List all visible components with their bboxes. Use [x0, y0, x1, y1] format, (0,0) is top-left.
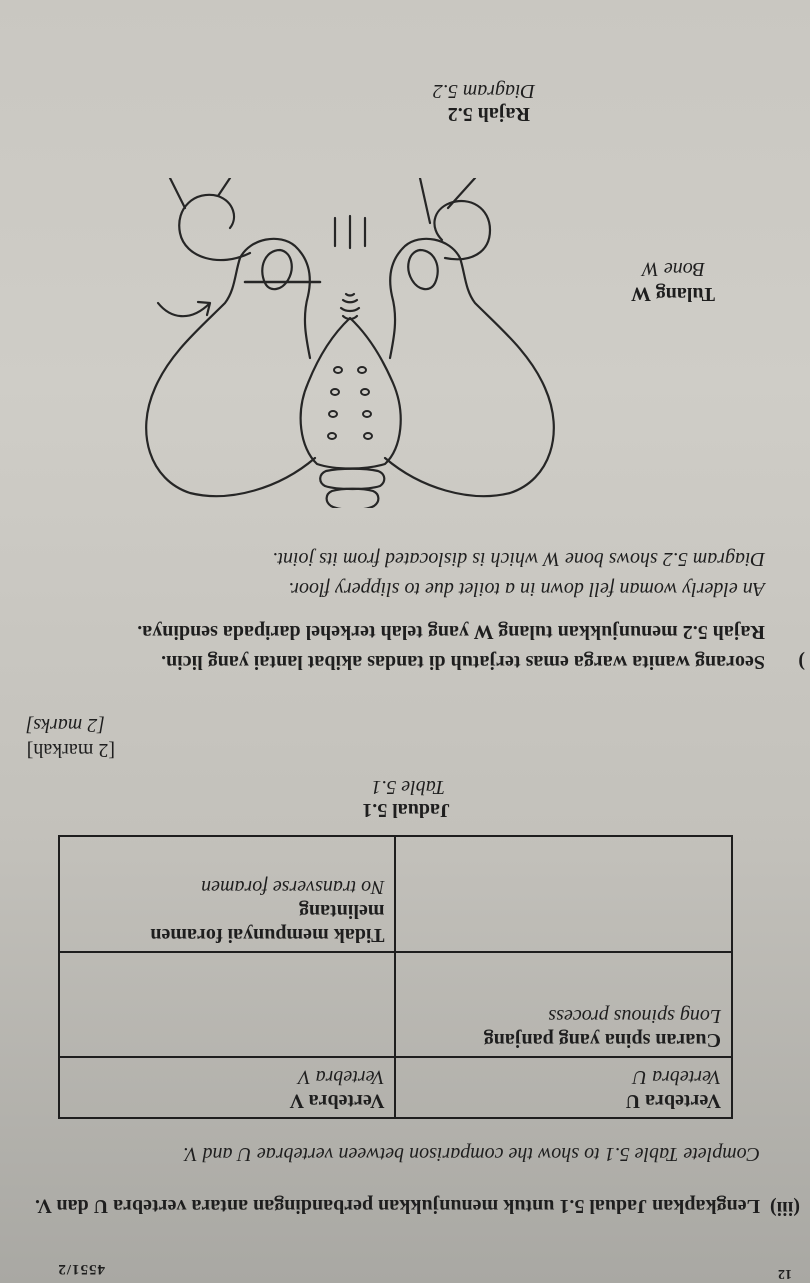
coccyx	[341, 294, 359, 319]
table-header-cell	[59, 1057, 396, 1118]
marks-english: [2 marks]	[25, 714, 105, 736]
question2-line2-malay: Rajah 5.2 menunjukkan tulang W yang telah terkehel daripada sendinya.	[137, 621, 765, 643]
lumbar-vertebra	[327, 489, 379, 508]
table-cell-u	[396, 952, 733, 1057]
comparison-table	[58, 835, 733, 1119]
table-cell-v	[59, 836, 396, 952]
figure-caption-english: Diagram 5.2	[432, 80, 535, 102]
question2-line2-english: Diagram 5.2 shows bone W which is dislocated from its joint.	[272, 548, 765, 570]
table-header-cell	[396, 1057, 733, 1118]
marks-malay: [2 markah]	[26, 739, 115, 761]
pelvis-diagram	[100, 178, 570, 508]
header-label-malay: Vertebra U	[625, 1090, 721, 1112]
bone-label-malay: Tulang W	[631, 283, 715, 305]
table-caption-english: Table 5.1	[371, 776, 445, 798]
table-caption-malay: Jadual 5.1	[362, 799, 450, 821]
question2-line1-malay: Seorang wanita warga emas terjatuh di tandas akibat lantai yang licin.	[161, 651, 765, 673]
answer-cell-u[interactable]	[396, 836, 733, 952]
page-number: 12	[778, 1266, 792, 1281]
right-femur	[170, 178, 250, 260]
right-obturator-foramen	[262, 250, 291, 289]
lumbar-vertebra	[320, 469, 384, 489]
sacrum	[301, 318, 401, 469]
cell-text-english: Long spinous process	[548, 1004, 721, 1027]
cell-text-malay: Tidak mempunyai foramen melintang	[150, 899, 385, 946]
paper-code: 4551/2	[57, 1261, 105, 1277]
header-label-english: Vertebra U	[632, 1066, 721, 1088]
left-obturator-foramen	[408, 250, 437, 289]
cell-text-malay: Cuaran spina yang panjang	[483, 1028, 721, 1051]
cell-text-english: No transverse foramen	[201, 875, 385, 898]
question-number: (iii)	[770, 1197, 800, 1219]
bone-label-english: Bone W	[642, 258, 705, 280]
question2-line1-english: An elderly woman fell down in a toilet due to slippery floor.	[288, 578, 765, 600]
left-femur	[420, 178, 490, 259]
header-label-malay: Vertebra V	[289, 1090, 385, 1112]
sacral-foramina	[328, 367, 372, 439]
arrow-icon	[158, 302, 210, 316]
table-header-row	[59, 1057, 732, 1118]
question2-number: )	[798, 651, 805, 673]
answer-cell-v[interactable]	[59, 952, 396, 1057]
pubic-symphysis	[335, 216, 365, 248]
question-text-malay: Lengkapkan Jadual 5.1 untuk menunjukkan perbandingan antara vertebra U dan V.	[34, 1195, 760, 1217]
question-text-english: Complete Table 5.1 to show the comparison between vertebrae U and V.	[182, 1143, 760, 1165]
table-row	[59, 836, 732, 952]
table-row	[59, 952, 732, 1057]
figure-caption-malay: Rajah 5.2	[447, 103, 530, 125]
header-label-english: Vertebra V	[298, 1066, 385, 1088]
